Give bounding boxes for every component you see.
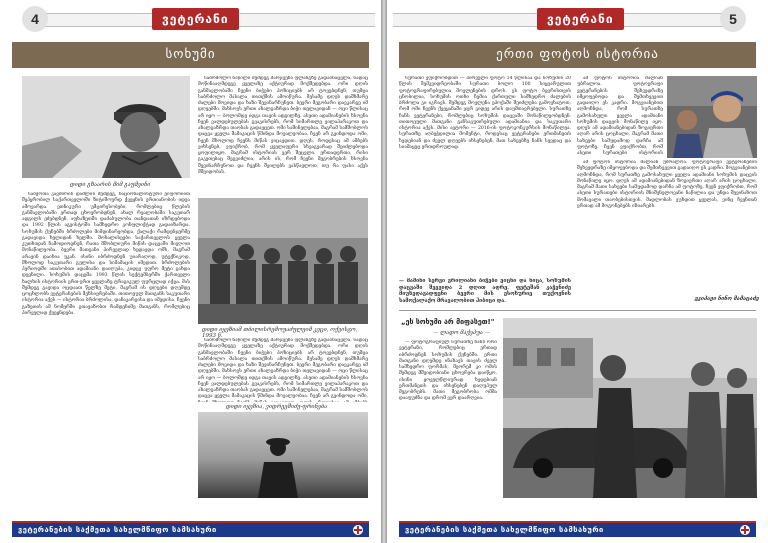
lead-paragraph: — მაშინი სერვი ვრილიანი ბიჭები ეიცნი და ნიცა, სოხუმის დაცვაში შევვიდა 2 დღით ადრე. ფეტეშან კაჭენიძე მიუხედავადფენი ბევრი მის ესოხურიე თუქოვნის სამოქალაქო მრავალობით ჰიბიცი და. <box>399 278 571 304</box>
cross-emblem-icon <box>740 525 750 535</box>
quote-subtitle: — ლადო მაქეპუა — <box>433 330 491 336</box>
photo-veteran-portrait <box>667 76 757 158</box>
right-column-2-bottom-text <box>577 160 757 310</box>
left-column-2-top-text <box>198 76 368 196</box>
paragraph: საბრძოლო ნაწილი შემდეგ მარჯვენა ფლანგზე გადაინაცვლა, სადაც მოწინააღმდეგე ყველაზე აქტიურად მოქმედებდა. ორი დღის განმავლობაში ჩვენი ბიჭები პოზიციებს არ ტოვებდნენ, თუმცა საბრძოლო მასალა თითქმის ამოიწურა. მესამე დღეს დამხმარე ძალები მოვიდა და ხაზი შევინარჩუნეთ. ბევრი მეგობარი დავკარგე იმ დღეებში. მახსოვს ერთი ახალგაზრდა ბიჭი თელავიდან — ოცი წლისაც არ იყო — ბოლომდე იდგა თავის ადგილზე. ასეთი ადამიანების ხსოვნა ჩვენ ვალდებულებას გვაკისრებს, რომ სიმართლე ვილაპარაკოთ და ახალგაზრდა თაობას გადავცეთ. ომი საშინელებაა, მაგრამ სამშობლოს დაცვა ყველა მამაკაცის წმინდა მოვალეობაა. ჩვენ არ გვინდოდა ომი, <box>198 338 368 400</box>
left-page <box>0 0 381 543</box>
footer-text: ვეტერანების საქმეთა სახელმწიფო სამსახური <box>405 525 604 534</box>
right-column-2-top-text <box>577 76 663 156</box>
paragraph: ამ ფოტოს ისტორია ძალიან უბრალოა. ფოტოგრაფი ვეტერანების შეხვედრაზე იმყოფებოდა და შემთხვევით გადაიღო ეს კადრი. მოგვიანებით აღმოჩნდა, რომ სურათზე გამოსახული ყველა ადამიანი სოხუმის დაცვის მონაწილე იყო. დღეს ამ ადამიანებიდან ზოგიერთი აღარ არის ცოცხალი, მაგრამ მათი სახეები სამუდამოდ დარჩა ამ ფოტოზე. ჩვენ ვფიქრობთ, რომ ასეთი სურათები ისტორიის მნიშვნელოვანი ნაწილია და უნდა შევინახოთ მომავალი თაობებისთვის. მადლობას ვუხდით ყველას, ვინც ჩვენთან ერთად ამ მოგონებებს იზიარებს. <box>577 160 757 209</box>
photo3-caption: დიდი იყეზია, ვიდრეეშიძე-ფრინება <box>226 404 328 410</box>
paragraph: საბჭოთა კავშირის დაშლის შემდეგ, ნაციონალისტური ეიფორიით შეპყრობილ საქართველოში ზიტიშოურდ ქვეყნის ერთიანობის იდეა ამოვარდა. ეთნიკური უმცირესობები, რომლებიც წლების განმავლობაში ერთად ცხოვრობდნენ, ახალ რეალობაში საკუთარ ადგილს ეძებდნენ. აფხაზეთში დაძაბულობა თანდათან იზრდებოდა და 1992 წლის აგვისტოში სამხედრო კონფლიქტად გადაიზარდა. სოხუმის ქუჩებში ბრძოლები მიმდინარეობდა, ქალაქი რამდენჯერმე გადავიდა ხელიდან ხელში. მოხალისეები საქართველოს ყველა კუთხიდან ჩამოდიოდნენ, რათა მშობლიური მიწის დაცვაში მიეღოთ მონაწილეობა. ბევრი მათგანი პირველად ხედავდა ომს, მაგრამ არავინ დაიხია უკან. ისინი იბრძოდნენ უიარაღოდ, უტექნიკოდ, მხოლოდ საკუთარი გულისა და სიმამაცის იმედით. ბრძოლების პერიოდში ათასობით ადამიანი დაიღუპა, კიდევ უფრო მეტი გახდა დევნილი. სოხუმის დაცემა 1993 წლის სექტემბერში ქართველი ხალხის ისტორიის ერთ-ერთ ყველაზე ტრაგიკულ ფურცლად იქცა. მას შემდეგ გავიდა ოცდაათ წელზე მეტი, მაგრამ ის დღეები დღემდე ცოცხლობს ვეტერანების მეხსიერებაში. თითოეულ მათგანს საკუთარი ისტორია აქვს — ისტორია ბრძოლისა, დანაკარგისა და იმედისა. ჩვენი გაზეთის ამ ნომერში გთავაზობთ რამდენიმე მათგანს, რომლებიც პირველად ქვეყნდება. <box>22 192 190 316</box>
paragraph: — ფოტოგრაფიულ სურათზე ჩანს ორი ვეტერანი, რომლებიც ერთად იბრძოდნენ სოხუმის ქუჩებში. ერთი მათგანი დღემდე ინახავს თავის ძველ სამხედრო ფორმას, მეორემ კი ომის შემდეგ მშვიდობიანი ცხოვრება დაიწყო. ისინი ყოველწლიურად ხვდებიან ერთმანეთს და იხსენებენ დაღუპულ მეგობრებს. მათი მეგობრობა ომმა დააფუძნა და დრომ ვერ დაარღვია. <box>399 340 497 402</box>
section-title: სოხუმი <box>12 42 369 68</box>
left-column-1-text <box>22 192 190 492</box>
cross-emblem-icon <box>353 525 363 535</box>
footer-bar <box>12 523 369 537</box>
page-number: 5 <box>720 6 746 32</box>
photo2-caption: დიდი იყეზიამ თბილისრემოუაძულეიმ კეცი, ოქვისგო, 1993 წ. <box>202 327 358 339</box>
paragraph: საბრძოლო ნაწილი შემდეგ მარჯვენა ფლანგზე გადაინაცვლა, სადაც მოწინააღმდეგე ყველაზე აქტიურად მოქმედებდა. ორი დღის განმავლობაში ჩვენი ბიჭები პოზიციებს არ ტოვებდნენ, თუმცა საბრძოლო მასალა თითქმის ამოიწურა. მესამე დღეს დამხმარე ძალები მოვიდა და ხაზი შევინარჩუნეთ. ბევრი მეგობარი დავკარგე იმ დღეებში. მახსოვს ერთი ახალგაზრდა ბიჭი თელავიდან — ოცი წლისაც არ იყო — ბოლომდე იდგა თავის ადგილზე. ასეთი ადამიანების ხსოვნა ჩვენ ვალდებულებას გვაკისრებს, რომ სიმართლე ვილაპარაკოთ და ახალგაზრდა თაობას გადავცეთ. ომი საშინელებაა, მაგრამ სამშობლოს დაცვა ყველა მამაკაცის წმინდა მოვალეობაა. ჩვენ არ გვინდოდა ომი, ჩვენ მხოლოდ ჩვენს მიწას ვიცავდით. დღეს, როდესაც ამ ამბებს ვიხსენებ, ვფიქრობ, რომ ყველაფერი სხვაგვარად შეიძლებოდა ყოფილიყო, მაგრამ ისტორიას ვერ შეცვლი. ერთადერთი, რისი გაკეთებაც შეგვიძლია, არის ის, რომ ჩვენი მეგობრების ხსოვნა შევინარჩუნოთ და ჩვენს შვილებს ვასწავლოთ, თუ რა ფასი აქვს მშვიდობას. <box>198 76 368 175</box>
photo-soldier-portrait <box>22 76 190 178</box>
right-page <box>387 0 768 543</box>
section-divider <box>399 310 756 311</box>
masthead-brand: ვეტერანი <box>537 8 624 30</box>
left-column-2-bottom-text <box>198 338 368 402</box>
footer-text: ვეტერანების საქმეთა სახელმწიფო სამსახური <box>18 525 217 534</box>
footer-bar <box>399 523 756 537</box>
article-signature: ეკიპაჟი ნინო მამაცაძე <box>694 296 759 302</box>
photo-veterans-street <box>503 318 757 498</box>
section-title: ერთი ფოტოს ისტორია <box>399 42 756 68</box>
paragraph: სურათი ვფიქრობდით — პირველი ფოტო 14 წლისაა და სოხუმის 20 წლის მემკვიდრეობაში სურათი ბოლო 100 სიყვარულით ფოტოგრაფირებულია მოვლენების დროს. ეს ფოტო ბევრისთვის ცნობილია, სოხუმის ოთხი ჩემია ქართული სამხედრო ძალების ბრძოლა კი იკრავს. შემდეგ მოვლენა ეპოქაში შეიძლება გამოვხატოთ, რომ ომი ჩვენს ქვეყანაში ჯერ კიდევ არის დაუმთავრებელი. სურათზე ჩანს ვეტერანები, რომლებიც სოხუმის დაცვაში მონაწილეობდნენ. თითოეული მათგანი განსაკუთრებული ადამიანია და საკუთარი ისტორია აქვს. მისი ავტორი — 2016-ის ფოტოკონკურსის მონაწილეა. სურათზე აღბეჭდილია მომენტი, როდესაც ვეტერანები ერთმანეთს ხვდებიან და ძველ დღეებს იხსენებენ. მათ სახეებზე ჩანს სევდაც და სიამაყეც ერთდროულად. <box>399 76 571 150</box>
quote-title: „ეს სოხუმი არ მიფასეთ!" <box>401 318 495 326</box>
page-number: 4 <box>22 6 48 32</box>
photo1-caption: დიდი გზაარის მიმ გაუმეინი <box>70 182 151 188</box>
right-column-3-text <box>399 340 497 498</box>
masthead-brand: ვეტერანი <box>152 8 239 30</box>
paragraph: ამ ფოტოს ისტორია ძალიან უბრალოა. ფოტოგრაფი ვეტერანების შეხვედრაზე იმყოფებოდა და შემთხვევით გადაიღო ეს კადრი. მოგვიანებით აღმოჩნდა, რომ სურათზე გამოსახული ყველა ადამიანი სოხუმის დაცვის მონაწილე იყო. დღეს ამ ადამიანებიდან ზოგიერთი აღარ არის ცოცხალი, მაგრამ მათი სახეები სამუდამოდ დარჩა ამ ფოტოზე. ჩვენ ვფიქრობთ, რომ ასეთი სურათები ისტორიის <box>577 76 663 156</box>
photo-soldier-group <box>198 198 368 324</box>
photo-silhouette-sea <box>198 412 368 498</box>
